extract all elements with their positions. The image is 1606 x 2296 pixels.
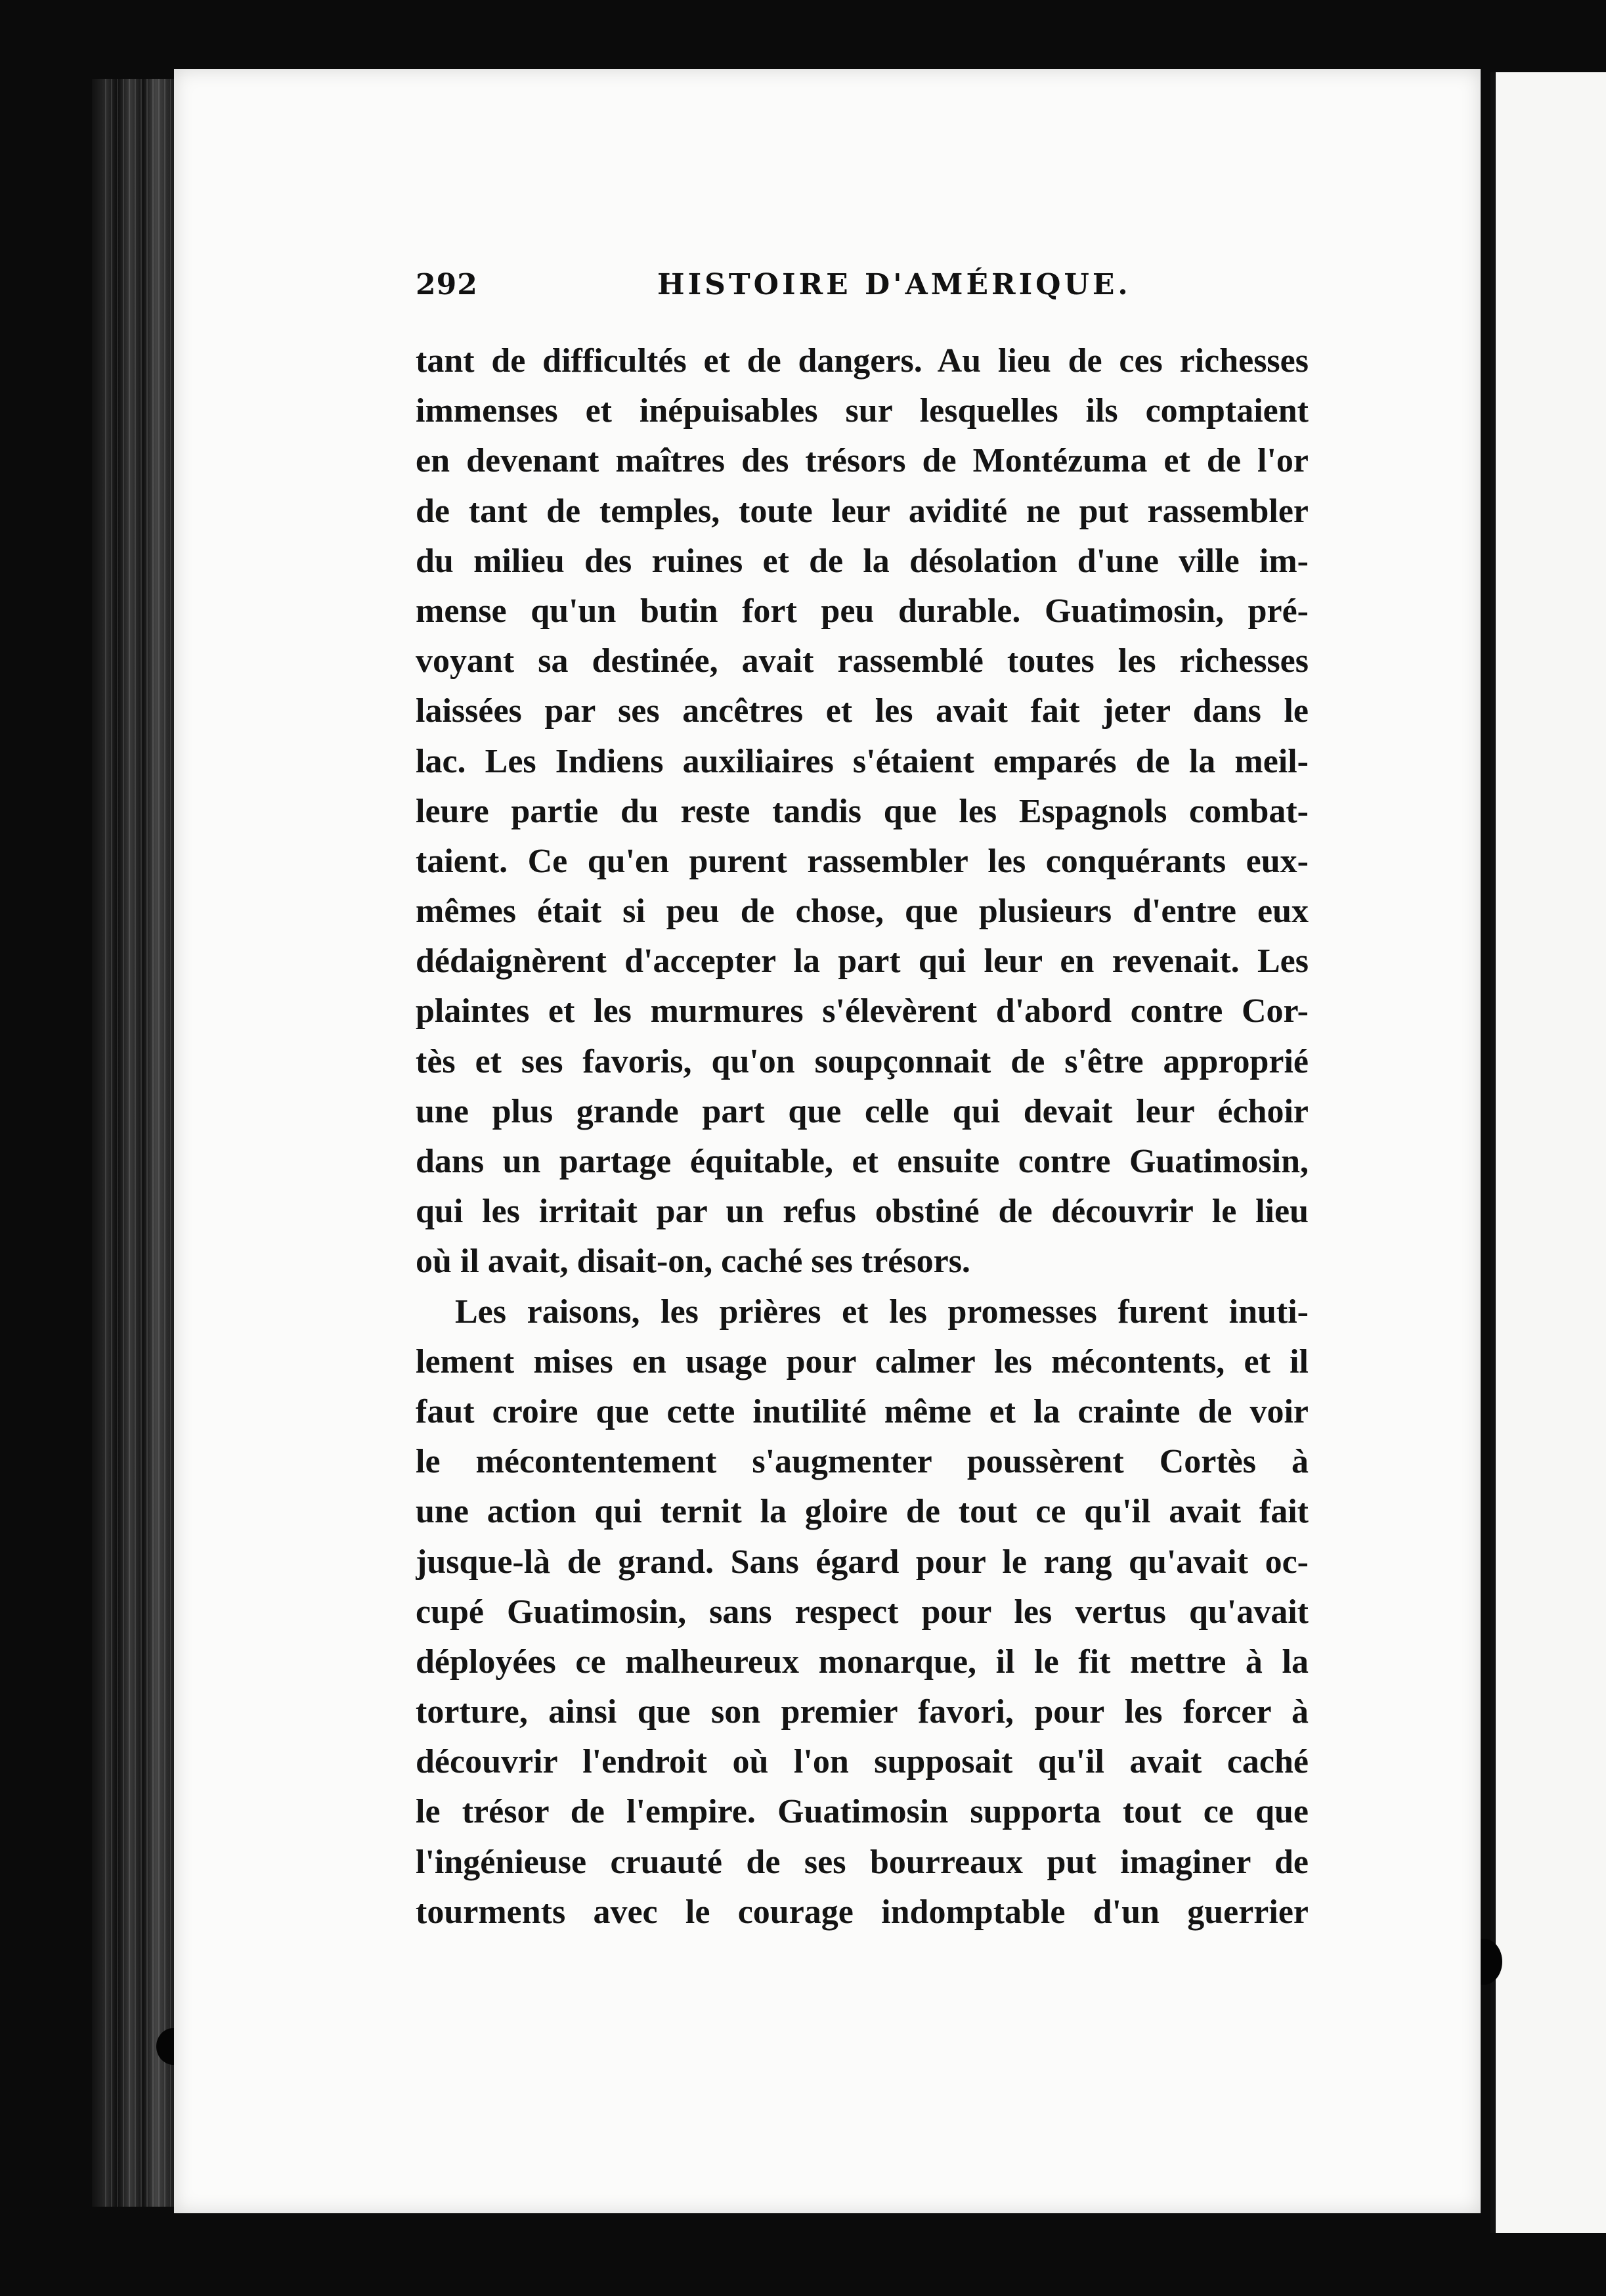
page-header xyxy=(416,268,1322,314)
text-line: laissées par ses ancêtres et les avait fait jeter dans le xyxy=(416,692,1309,730)
text-line: une action qui ternit la gloire de tout ce qu'il avait fait xyxy=(416,1493,1309,1531)
text-line: taient. Ce qu'en purent rassembler les conquérants eux- xyxy=(416,842,1309,880)
text-line: leure partie du reste tandis que les Espagnols combat- xyxy=(416,792,1309,830)
running-head: HISTOIRE D'AMÉRIQUE. xyxy=(657,268,1131,301)
text-line: tant de difficultés et de dangers. Au lieu de ces richesses xyxy=(416,342,1309,380)
page-stack-lines xyxy=(105,79,171,2207)
text-line: l'ingénieuse cruauté de ses bourreaux put imaginer de xyxy=(416,1843,1309,1881)
text-line: de tant de temples, toute leur avidité ne put rassembler xyxy=(416,492,1309,530)
text-line: jusque-là de grand. Sans égard pour le rang qu'avait oc- xyxy=(416,1543,1309,1581)
body-text xyxy=(416,336,1309,1937)
facing-page-edge xyxy=(1490,72,1606,2233)
text-line: mêmes était si peu de chose, que plusieurs d'entre eux xyxy=(416,893,1309,931)
text-line: découvrir l'endroit où l'on supposait qu'il avait caché xyxy=(416,1743,1309,1781)
text-line: déployées ce malheureux monarque, il le fit mettre à la xyxy=(416,1643,1309,1681)
text-line: lement mises en usage pour calmer les mécontents, et il xyxy=(416,1342,1309,1380)
text-line: tès et ses favoris, qu'on soupçonnait de s'être approprié xyxy=(416,1042,1309,1080)
text-line: du milieu des ruines et de la désolation d'une ville im- xyxy=(416,542,1309,580)
text-line: voyant sa destinée, avait rassemblé toutes les richesses xyxy=(416,642,1309,680)
text-line: faut croire que cette inutilité même et la crainte de voir xyxy=(416,1392,1309,1430)
text-line: une plus grande part que celle qui devait leur échoir xyxy=(416,1092,1309,1130)
text-line: torture, ainsi que son premier favori, pour les forcer à xyxy=(416,1693,1309,1731)
text-line: tourments avec le courage indomptable d'un guerrier xyxy=(416,1893,1309,1931)
text-line: lac. Les Indiens auxiliaires s'étaient emparés de la meil- xyxy=(416,742,1309,780)
text-line: cupé Guatimosin, sans respect pour les vertus qu'avait xyxy=(416,1593,1309,1631)
text-line: Les raisons, les prières et les promesses furent inuti- xyxy=(455,1292,1309,1331)
text-line: qui les irritait par un refus obstiné de découvrir le lieu xyxy=(416,1193,1309,1231)
text-line: dédaignèrent d'accepter la part qui leur en revenait. Les xyxy=(416,942,1309,981)
text-line: en devenant maîtres des trésors de Montézuma et de l'or xyxy=(416,442,1309,480)
text-line: plaintes et les murmures s'élevèrent d'abord contre Cor- xyxy=(416,992,1309,1030)
text-line: le trésor de l'empire. Guatimosin supporta tout ce que xyxy=(416,1793,1309,1831)
text-line: mense qu'un butin fort peu durable. Guatimosin, pré- xyxy=(416,592,1309,630)
page-number: 292 xyxy=(416,268,478,301)
text-line: le mécontentement s'augmenter poussèrent Cortès à xyxy=(416,1443,1309,1481)
text-line: dans un partage équitable, et ensuite contre Guatimosin, xyxy=(416,1143,1309,1180)
text-line: où il avait, disait-on, caché ses trésors. xyxy=(416,1243,970,1281)
text-line: immenses et inépuisables sur lesquelles ils comptaient xyxy=(416,392,1309,430)
